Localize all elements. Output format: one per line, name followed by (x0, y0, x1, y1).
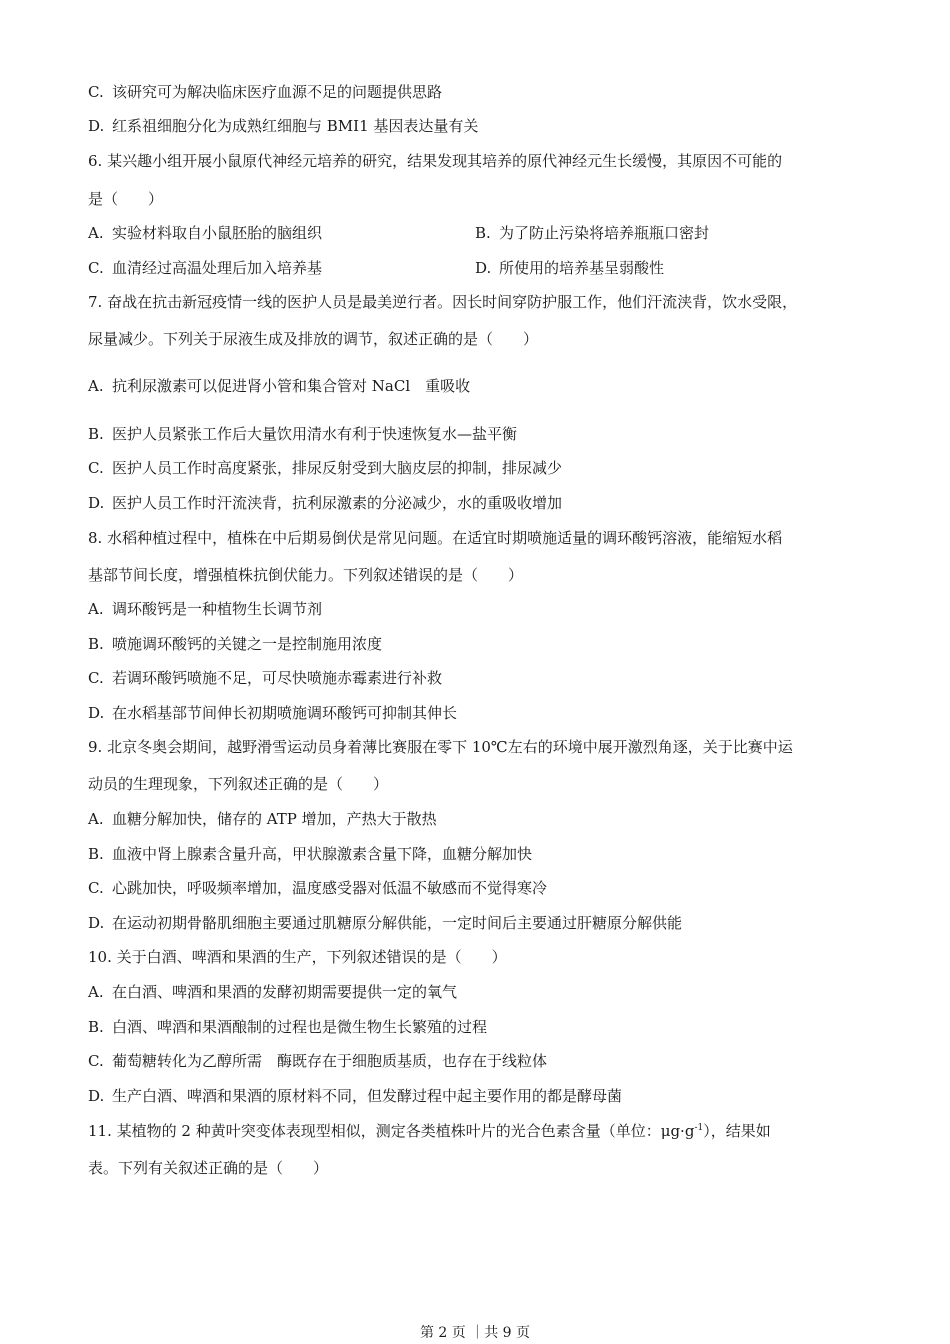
option-label: C. (88, 879, 104, 897)
option-label: B. (88, 635, 104, 653)
question-6-stem-cont: 是（ ） (88, 190, 164, 208)
option-text: 医护人员工作时汗流浃背，抗利尿激素的分泌减少，水的重吸收增加 (112, 494, 563, 512)
question-9-stem: 9. 北京冬奥会期间，越野滑雪运动员身着薄比赛服在零下 10℃左右的环境中展开激烈角逐，关于比赛中运 (88, 738, 793, 756)
option-label: C. (88, 459, 104, 477)
option-row (88, 668, 442, 688)
option-label: B. (88, 1018, 104, 1036)
option-label: A. (88, 983, 104, 1001)
option-row (88, 458, 562, 478)
unit-superscript: -1 (694, 1123, 704, 1133)
option-row (88, 1086, 622, 1106)
option-text: 血清经过高温处理后加入培养基 (112, 259, 323, 277)
option-row (475, 258, 664, 278)
option-label: B. (88, 845, 104, 863)
option-row (88, 982, 457, 1002)
option-row (88, 493, 562, 513)
option-text: 红系祖细胞分化为成熟红细胞与 BMI1 基因表达量有关 (112, 117, 479, 135)
option-row (88, 1017, 487, 1037)
option-text: 调环酸钙是一种植物生长调节剂 (112, 600, 323, 618)
question-7-stem: 7. 奋战在抗击新冠疫情一线的医护人员是最美逆行者。因长时间穿防护服工作，他们汗流浃背，饮水受限， (88, 293, 798, 311)
option-text: 在水稻基部节间伸长初期喷施调环酸钙可抑制其伸长 (112, 704, 458, 722)
option-row (88, 376, 470, 396)
option-text: 血液中肾上腺素含量升高，甲状腺激素含量下降，血糖分解加快 (112, 845, 533, 863)
option-text: 该研究可为解决临床医疗血源不足的问题提供思路 (112, 83, 443, 101)
option-label: A. (88, 810, 104, 828)
option-text: 白酒、啤酒和果酒酿制的过程也是微生物生长繁殖的过程 (112, 1018, 488, 1036)
question-11-stem-text: 11. 某植物的 2 种黄叶突变体表现型相似，测定各类植株叶片的光合色素含量（单位：μg·g (88, 1122, 695, 1140)
option-label: C. (88, 669, 104, 687)
option-text: 所使用的培养基呈弱酸性 (499, 259, 665, 277)
page-footer: 第 2 页 ｜共 9 页 (419, 1325, 531, 1341)
option-row (88, 82, 442, 102)
option-label: D. (88, 914, 105, 932)
option-row (88, 634, 382, 654)
option-row (88, 599, 322, 619)
option-row (88, 913, 682, 933)
question-11-stem-cont: 表。下列有关叙述正确的是（ ） (88, 1159, 329, 1177)
option-row (88, 809, 437, 829)
option-label: B. (475, 224, 491, 242)
option-text: 抗利尿激素可以促进肾小管和集合管对 NaCl 重吸收 (112, 377, 471, 395)
option-label: D. (88, 704, 105, 722)
option-label: A. (88, 600, 104, 618)
option-text: 生产白酒、啤酒和果酒的原材料不同，但发酵过程中起主要作用的都是酵母菌 (112, 1087, 623, 1105)
option-label: C. (88, 1052, 104, 1070)
option-text: 医护人员紧张工作后大量饮用清水有利于快速恢复水—盐平衡 (112, 425, 518, 443)
option-label: D. (88, 117, 105, 135)
option-row (88, 258, 322, 278)
option-text: 在运动初期骨骼肌细胞主要通过肌糖原分解供能，一定时间后主要通过肝糖原分解供能 (112, 914, 683, 932)
option-text: 若调环酸钙喷施不足，可尽快喷施赤霉素进行补救 (112, 669, 443, 687)
question-8-stem-cont: 基部节间长度，增强植株抗倒伏能力。下列叙述错误的是（ ） (88, 566, 524, 584)
option-text: 心跳加快，呼吸频率增加，温度感受器对低温不敏感而不觉得寒冷 (112, 879, 548, 897)
question-7-stem-cont: 尿量减少。下列关于尿液生成及排放的调节，叙述正确的是（ ） (88, 330, 539, 348)
question-9-stem-cont: 动员的生理现象，下列叙述正确的是（ ） (88, 775, 389, 793)
option-row (88, 1051, 547, 1071)
question-11-stem (88, 1121, 771, 1141)
option-label: D. (88, 494, 105, 512)
question-8-stem: 8. 水稻种植过程中，植株在中后期易倒伏是常见问题。在适宜时期喷施适量的调环酸钙溶液，能缩短水稻 (88, 529, 783, 547)
option-row (88, 703, 457, 723)
option-text: 为了防止污染将培养瓶瓶口密封 (499, 224, 710, 242)
option-row (88, 844, 532, 864)
option-row (88, 116, 478, 136)
option-label: A. (88, 224, 104, 242)
option-label: D. (88, 1087, 105, 1105)
option-text: 在白酒、啤酒和果酒的发酵初期需要提供一定的氧气 (112, 983, 458, 1001)
option-label: D. (475, 259, 492, 277)
option-label: A. (88, 377, 104, 395)
question-10-stem: 10. 关于白酒、啤酒和果酒的生产，下列叙述错误的是（ ） (88, 948, 507, 966)
option-label: C. (88, 259, 104, 277)
option-label: C. (88, 83, 104, 101)
option-row (88, 223, 322, 243)
option-text: 喷施调环酸钙的关键之一是控制施用浓度 (112, 635, 383, 653)
option-row (88, 424, 517, 444)
option-text: 实验材料取自小鼠胚胎的脑组织 (112, 224, 323, 242)
option-row (88, 878, 547, 898)
option-text: 医护人员工作时高度紧张，排尿反射受到大脑皮层的抑制，排尿减少 (112, 459, 563, 477)
question-6-stem: 6. 某兴趣小组开展小鼠原代神经元培养的研究，结果发现其培养的原代神经元生长缓慢，其原因不可能的 (88, 152, 783, 170)
option-text: 血糖分解加快，储存的 ATP 增加，产热大于散热 (112, 810, 437, 828)
option-label: B. (88, 425, 104, 443)
question-11-stem-text-end: ），结果如 (703, 1122, 771, 1140)
option-row (475, 223, 709, 243)
option-text: 葡萄糖转化为乙醇所需 酶既存在于细胞质基质，也存在于线粒体 (112, 1052, 548, 1070)
